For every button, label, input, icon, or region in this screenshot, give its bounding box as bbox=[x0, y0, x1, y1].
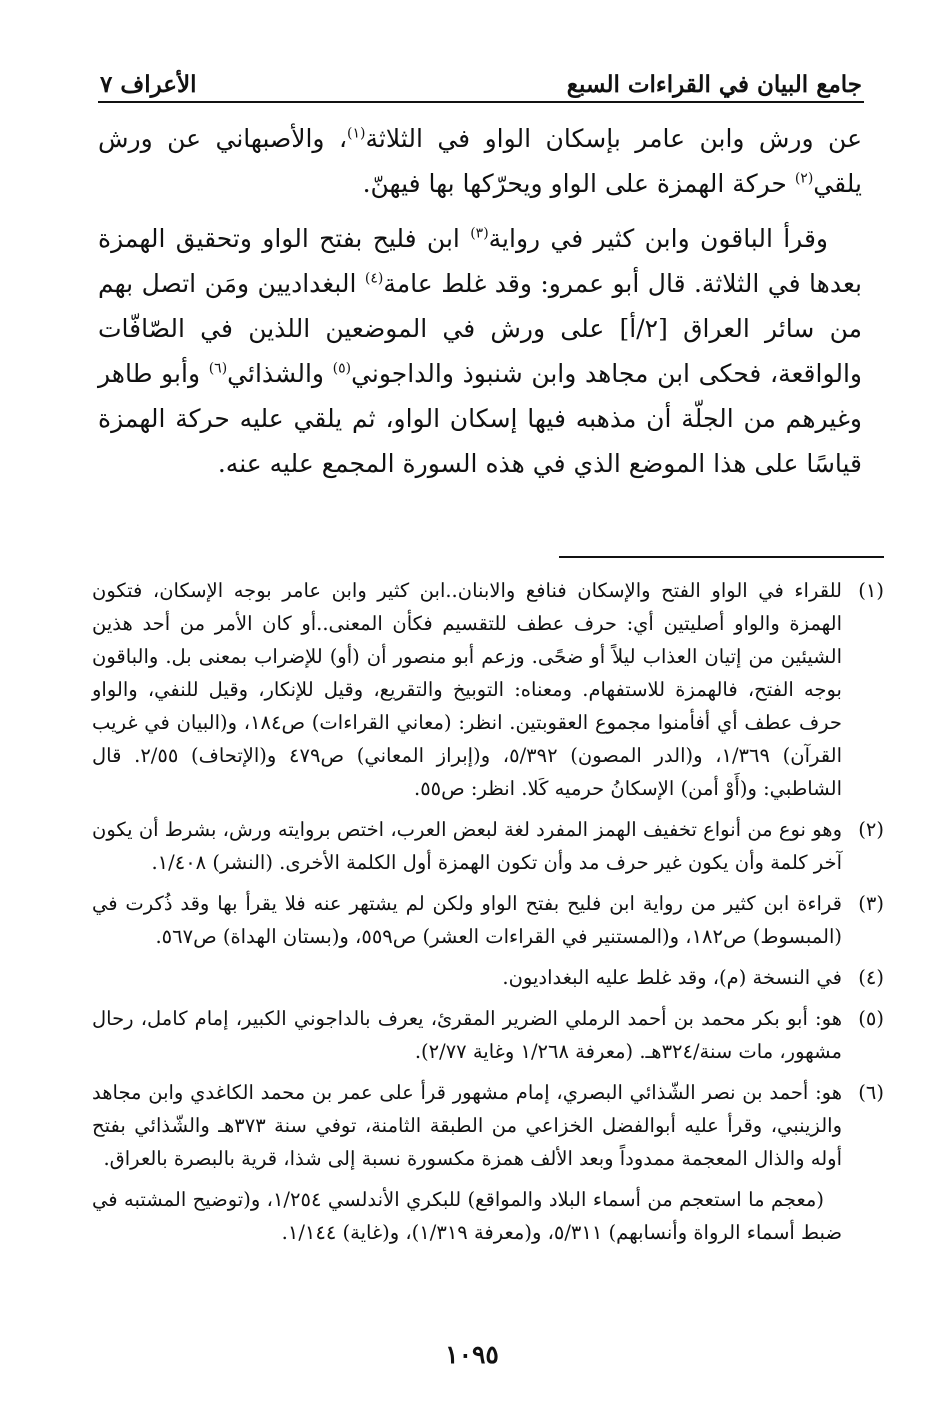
text-span: ، والأصبهاني عن ورش يلقي bbox=[98, 124, 862, 198]
footnote-text: هو: أبو بكر محمد بن أحمد الرملي الضرير المقرئ، يعرف بالداجوني الكبير، إمام كامل، رحال مشهور، مات سنة/٣٢٤هـ. (معرفة ١/٢٦٨ وغاية ٢/٧٧). bbox=[92, 1007, 842, 1063]
header-rule bbox=[98, 101, 864, 103]
footnote-marker-2[interactable]: (٢) bbox=[794, 170, 814, 187]
footnote-marker-1[interactable]: (١) bbox=[347, 125, 366, 142]
text-span: وقرأ الباقون وابن كثير في رواية bbox=[488, 224, 828, 253]
footnote-marker-5[interactable]: (٥) bbox=[332, 360, 352, 377]
footnote-number: (٦) bbox=[858, 1081, 884, 1104]
text-span: ابن فليح بفتح الواو وتحقيق الهمزة بعدها في الثلاثة. قال أبو عمرو: وقد غلط عامة bbox=[98, 224, 862, 298]
text-span: عن ورش وابن عامر بإسكان الواو في الثلاثة bbox=[365, 124, 862, 153]
footnote-5 bbox=[92, 1002, 884, 1068]
footnote-text: قراءة ابن كثير من رواية ابن فليح بفتح الواو ولكن لم يشتهر عنه فلا يقرأ بها وقد ذُكرت في (المبسوط) ص١٨٢، و(المستنير في القراءات العشر) ص٥٥٩، و(بستان الهداة) ص٥٦٧. bbox=[92, 892, 842, 948]
footnote-text: وهو نوع من أنواع تخفيف الهمز المفرد لغة لبعض العرب، اختص بروايته ورش، بشرط أن يكون آخر كلمة وأن يكون غير حرف مد وأن تكون الهمزة أول الكلمة الأخرى. (النشر) ١/٤٠٨. bbox=[92, 818, 842, 874]
book-title: جامع البيان في القراءات السبع bbox=[566, 71, 862, 98]
page-number: ١٠٩٥ bbox=[445, 1340, 499, 1369]
paragraph-1 bbox=[98, 116, 862, 206]
paragraph-2 bbox=[98, 216, 862, 486]
text-span: حركة الهمزة على الواو ويحرّكها بها فيهنّ. bbox=[362, 169, 795, 198]
footnote-number: (٥) bbox=[858, 1007, 884, 1030]
footnote-marker-6[interactable]: (٦) bbox=[208, 360, 228, 377]
text-span: البغداديين ومَن اتصل بهم من سائر العراق [٢/أ] على ورش في الموضعين اللذين في الصّافّات والواقعة، فحكى ابن مجاهد وابن شنبوذ والداجوني bbox=[98, 269, 863, 388]
footnote-marker-4[interactable]: (٤) bbox=[364, 270, 384, 287]
footnote-continuation-text: (معجم ما استعجم من أسماء البلاد والمواقع) للبكري الأندلسي ١/٢٥٤، و(توضيح المشتبه في ضبط أسماء الرواة وأنسابهم) ٥/٣١١، و(معرفة ١/٣١٩)، و(غاية) ١/١٤٤. bbox=[92, 1188, 842, 1244]
footnote-number: (٢) bbox=[858, 818, 884, 841]
footnotes bbox=[92, 574, 884, 1249]
footnote-number: (٣) bbox=[858, 892, 884, 915]
footnote-separator bbox=[559, 556, 884, 558]
footnote-text: للقراء في الواو الفتح والإسكان فنافع والابنان..ابن كثير وابن عامر بوجه الإسكان، فتكون الهمزة والواو أصليتين أي: حرف عطف للتقسيم فكأن المعنى..أو كان الأمر من أحد هذين الشيئين من إتيان العذاب ليلاً أو ضحًى. وزعم أبو منصور أن (أو) للإضراب بمعنى بل. والباقون بوجه الفتح، فالهمزة للاستفهام. ومعناه: التوبيخ والتقريع، وقيل للإنكار، وقيل للنفي، والواو حرف عطف أي أفأمنوا مجموع العقوبتين. انظر: (معاني القراءات) ص١٨٤، و(البيان في غريب القرآن) ١/٣٦٩، و(الدر المصون) ٥/٣٩٢، و(إبراز المعاني) ص٤٧٩ و(الإتحاف) ٢/٥٥. قال الشاطبي: و(أَوْ أمن) الإسكانُ حرميه كَلا. انظر: ص٥٥. bbox=[92, 579, 842, 800]
text-span: والشذائي bbox=[227, 359, 333, 388]
footnote-number: (١) bbox=[858, 579, 884, 602]
footnote-number: (٤) bbox=[858, 966, 884, 989]
footnote-text: في النسخة (م)، وقد غلط عليه البغداديون. bbox=[502, 966, 842, 989]
footnote-marker-3[interactable]: (٣) bbox=[470, 225, 489, 242]
footnote-3 bbox=[92, 887, 884, 953]
footnote-text: هو: أحمد بن نصر الشّذائي البصري، إمام مشهور قرأ على عمر بن محمد الكاغدي وابن مجاهد والزينبي، وقرأ عليه أبوالفضل الخزاعي من الطبقة الثامنة، توفي سنة ٣٧٣هـ والشّذائي بفتح أوله والذال المعجمة ممدوداً وبعد الألف همزة مكسورة نسبة إلى شذا، قرية بالبصرة بالعراق. bbox=[92, 1081, 842, 1170]
text-span: وأبو طاهر وغيرهم من الجلّة أن مذهبه فيها إسكان الواو، ثم يلقي عليه حركة الهمزة قياسًا على هذا الموضع الذي في هذه السورة المجمع عليه عنه. bbox=[98, 359, 862, 478]
footnote-4 bbox=[92, 961, 884, 994]
main-text bbox=[98, 116, 862, 496]
footnote-6 bbox=[92, 1076, 884, 1175]
footnote-continuation bbox=[92, 1183, 884, 1249]
surah-label: الأعراف ٧ bbox=[100, 71, 197, 98]
running-header bbox=[100, 58, 862, 98]
footnote-2 bbox=[92, 813, 884, 879]
footnote-1 bbox=[92, 574, 884, 805]
